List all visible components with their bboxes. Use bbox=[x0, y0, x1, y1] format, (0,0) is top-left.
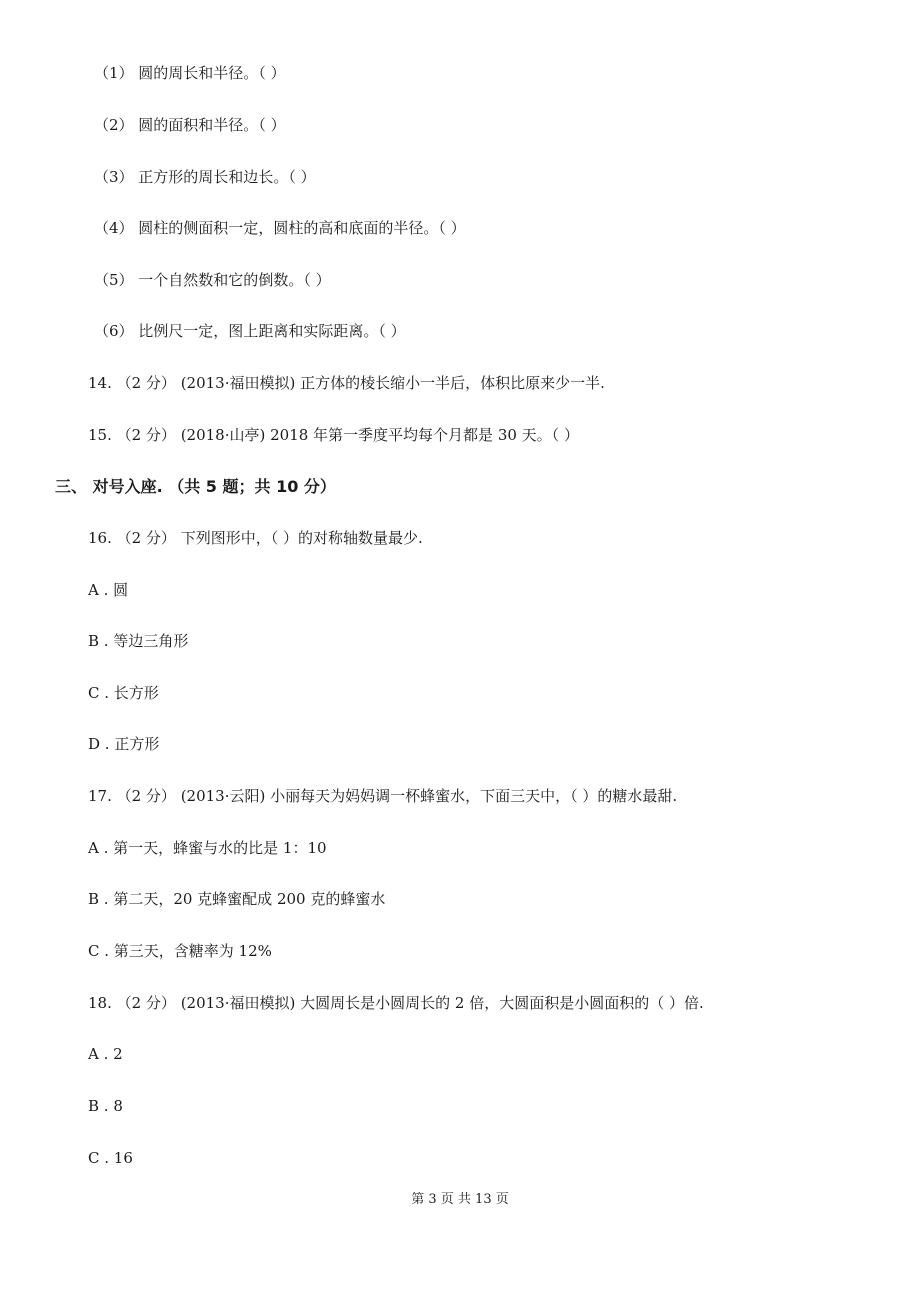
option: D . 正方形 bbox=[88, 735, 160, 753]
sub-item: （1） 圆的周长和半径。（ ） bbox=[94, 64, 286, 82]
question-18: 18. （2 分） (2013·福田模拟) 大圆周长是小圆周长的 2 倍，大圆面积是小圆面积的（ ）倍. bbox=[88, 994, 704, 1012]
option: C . 16 bbox=[88, 1149, 133, 1167]
sub-item: （4） 圆柱的侧面积一定，圆柱的高和底面的半径。（ ） bbox=[94, 219, 466, 237]
sub-item: （5） 一个自然数和它的倒数。（ ） bbox=[94, 271, 331, 289]
question-16: 16. （2 分） 下列图形中，（ ）的对称轴数量最少. bbox=[88, 529, 423, 547]
option: B . 第二天，20 克蜂蜜配成 200 克的蜂蜜水 bbox=[88, 890, 386, 908]
option: C . 第三天，含糖率为 12% bbox=[88, 942, 272, 960]
question-14: 14. （2 分） (2013·福田模拟) 正方体的棱长缩小一半后，体积比原来少一半. bbox=[88, 374, 605, 392]
option: B . 等边三角形 bbox=[88, 632, 189, 650]
sub-item: （3） 正方形的周长和边长。（ ） bbox=[94, 168, 316, 186]
option: C . 长方形 bbox=[88, 684, 159, 702]
page-footer: 第 3 页 共 13 页 bbox=[411, 1192, 509, 1207]
sub-item: （6） 比例尺一定，图上距离和实际距离。（ ） bbox=[94, 322, 406, 340]
section-heading: 三、 对号入座. （共 5 题；共 10 分） bbox=[55, 477, 336, 496]
question-15: 15. （2 分） (2018·山亭) 2018 年第一季度平均每个月都是 30 天。（ ） bbox=[88, 426, 579, 444]
option: A . 圆 bbox=[88, 581, 129, 599]
question-17: 17. （2 分） (2013·云阳) 小丽每天为妈妈调一杯蜂蜜水，下面三天中，（ ）的糖水最甜. bbox=[88, 787, 678, 805]
option: A . 第一天，蜂蜜与水的比是 1：10 bbox=[88, 839, 327, 857]
option: B . 8 bbox=[88, 1097, 123, 1115]
option: A . 2 bbox=[88, 1045, 123, 1063]
sub-item: （2） 圆的面积和半径。（ ） bbox=[94, 116, 286, 134]
